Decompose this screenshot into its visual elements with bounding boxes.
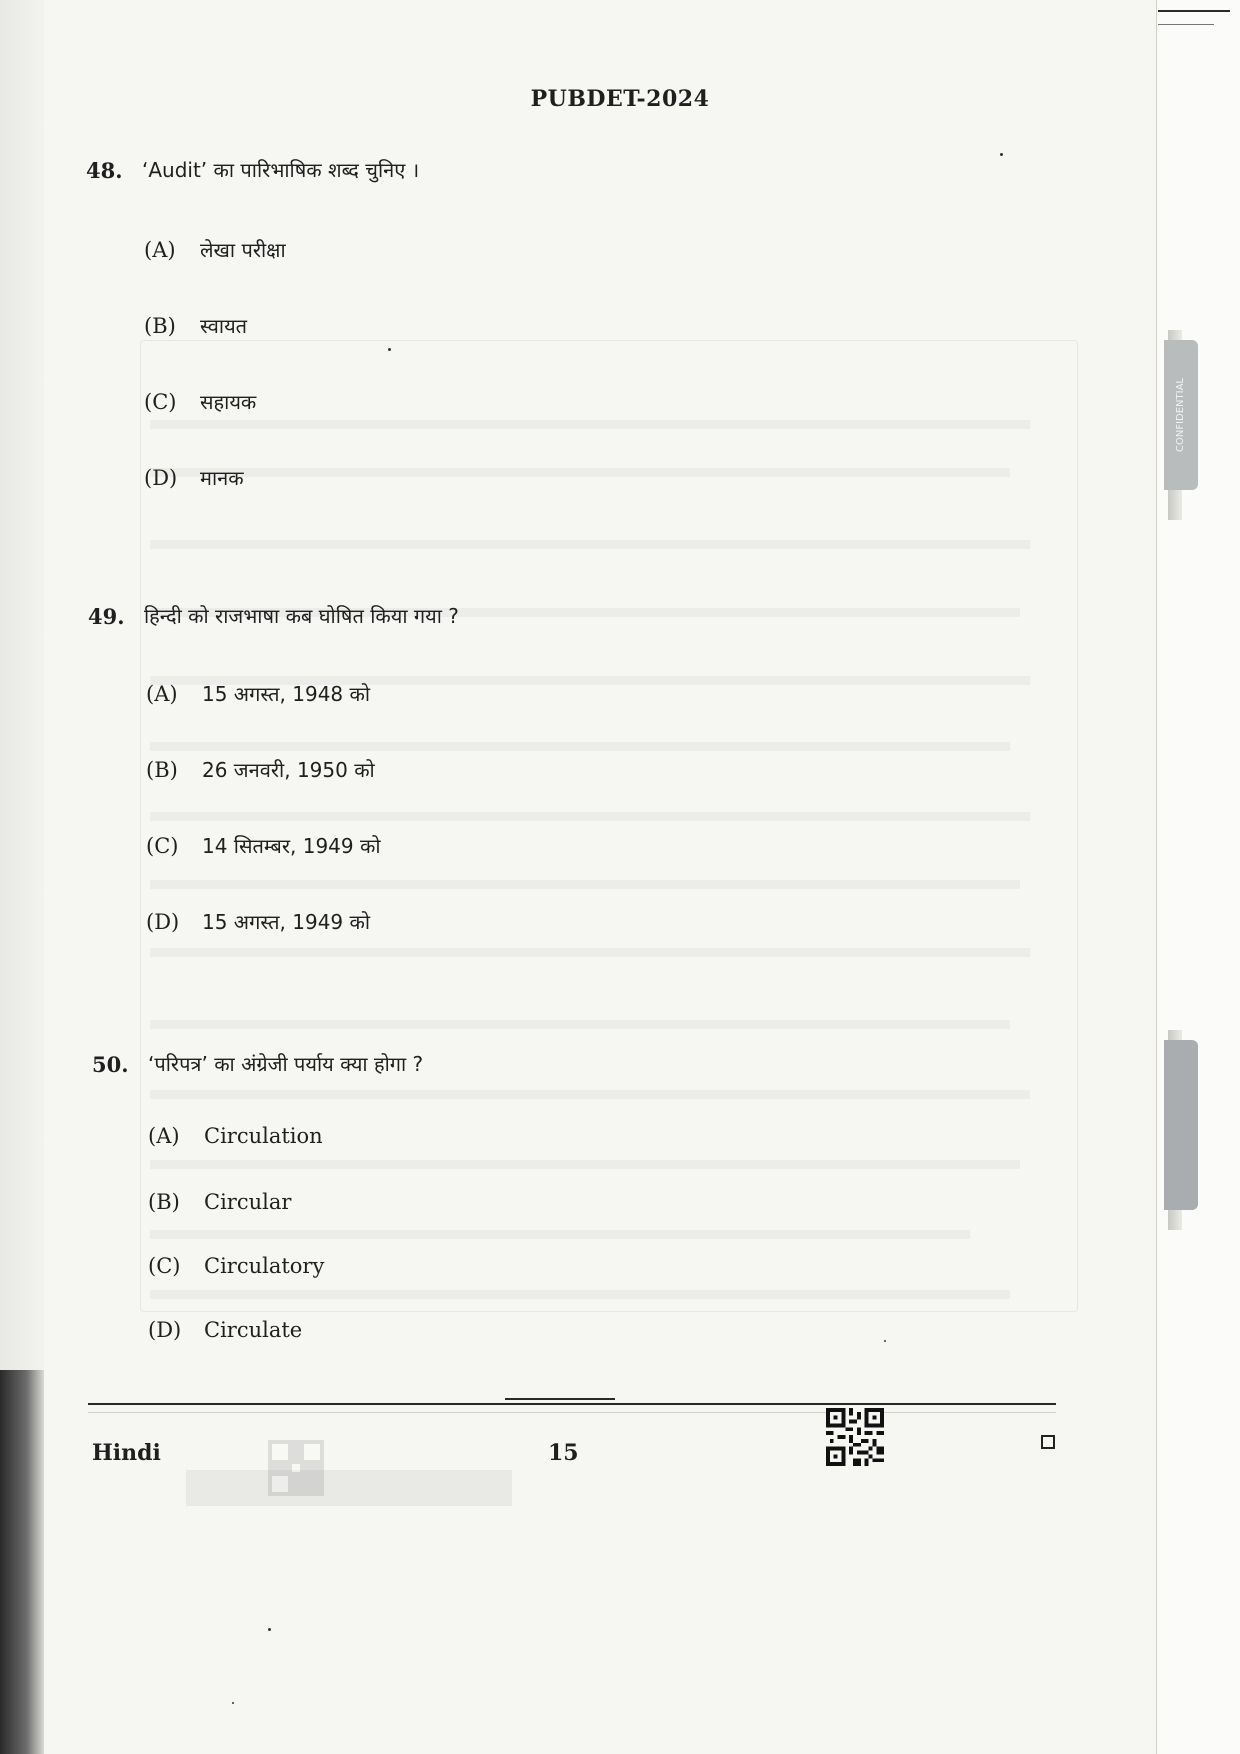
- page-marker-square: [1041, 1435, 1055, 1449]
- option-label: (C): [146, 834, 179, 858]
- question-text: ‘परिपत्र’ का अंग्रेजी पर्याय क्या होगा ?: [148, 1052, 424, 1076]
- option-label: (D): [146, 910, 180, 934]
- option-text: 26 जनवरी, 1950 को: [202, 758, 375, 782]
- bleed-through-line: [150, 420, 1030, 429]
- side-paper-stack: [1156, 0, 1240, 1754]
- option-c: [146, 832, 381, 859]
- qr-code-icon: [826, 1408, 884, 1466]
- exam-title: PUBDET-2024: [530, 86, 710, 112]
- option-label: (A): [146, 682, 178, 706]
- scan-speck: [232, 1702, 234, 1704]
- footer-subject: Hindi: [92, 1440, 161, 1466]
- side-tab-lower: [1164, 1040, 1198, 1210]
- option-label: (B): [144, 314, 176, 338]
- option-a: [146, 680, 370, 707]
- option-label: (B): [146, 758, 178, 782]
- option-c: [148, 1254, 324, 1278]
- question-text: ‘Audit’ का पारिभाषिक शब्द चुनिए ।: [142, 158, 420, 182]
- binding-shadow: [0, 1370, 44, 1754]
- scan-speck: [1000, 153, 1003, 156]
- binding-margin: [0, 0, 44, 1370]
- option-text: Circulate: [204, 1318, 303, 1342]
- option-label: (D): [148, 1318, 182, 1342]
- option-text: Circulation: [204, 1124, 323, 1148]
- bleed-through-line: [150, 1160, 1020, 1169]
- bleed-through-line: [150, 880, 1020, 889]
- side-tab: CONFIDENTIAL: [1164, 340, 1198, 490]
- question-text: हिन्दी को राजभाषा कब घोषित किया गया ?: [144, 604, 459, 628]
- scan-speck: [388, 348, 391, 351]
- option-a: [148, 1124, 323, 1148]
- option-text: 15 अगस्त, 1949 को: [202, 910, 371, 934]
- option-d: [146, 908, 370, 935]
- bleed-through-line: [150, 540, 1030, 549]
- option-d: [148, 1318, 302, 1342]
- qr-code-ghost-icon: [268, 1440, 324, 1496]
- option-label: (C): [144, 390, 177, 414]
- bleed-through-line: [150, 1230, 970, 1239]
- bleed-through-line: [150, 812, 1030, 821]
- option-b: [148, 1190, 291, 1214]
- corner-mark: [1158, 24, 1214, 25]
- question-number: 49.: [88, 604, 125, 629]
- corner-mark: [1158, 10, 1230, 12]
- divider-short: [505, 1398, 615, 1400]
- bleed-through-line: [150, 468, 1010, 477]
- option-d: [144, 464, 244, 491]
- scan-speck: [268, 1628, 271, 1631]
- bleed-through-line: [150, 742, 1010, 751]
- option-label: (B): [148, 1190, 180, 1214]
- option-c: [144, 388, 256, 415]
- option-text: 15 अगस्त, 1948 को: [202, 682, 371, 706]
- option-text: Circulatory: [204, 1254, 325, 1278]
- question-number: 48.: [86, 158, 123, 183]
- bleed-through-line: [150, 1020, 1010, 1029]
- option-a: [144, 236, 286, 263]
- bleed-through-line: [150, 1290, 1010, 1299]
- page-number: 15: [548, 1440, 579, 1466]
- divider-long: [88, 1403, 1056, 1405]
- question-number: 50.: [92, 1052, 129, 1077]
- bleed-through-line: [150, 948, 1030, 957]
- option-label: (A): [148, 1124, 180, 1148]
- option-b: [144, 312, 247, 339]
- option-text: Circular: [204, 1190, 292, 1214]
- bleed-through-line: [150, 1090, 1030, 1099]
- option-text: मानक: [200, 466, 244, 490]
- scan-speck: [884, 1340, 886, 1342]
- option-text: सहायक: [200, 390, 257, 414]
- divider-faint: [88, 1412, 1056, 1413]
- option-label: (D): [144, 466, 178, 490]
- option-label: (A): [144, 238, 176, 262]
- bleed-through-bar: [186, 1470, 512, 1506]
- option-text: स्वायत: [200, 314, 248, 338]
- option-b: [146, 756, 375, 783]
- option-label: (C): [148, 1254, 181, 1278]
- option-text: 14 सितम्बर, 1949 को: [202, 834, 381, 858]
- option-text: लेखा परीक्षा: [200, 238, 286, 262]
